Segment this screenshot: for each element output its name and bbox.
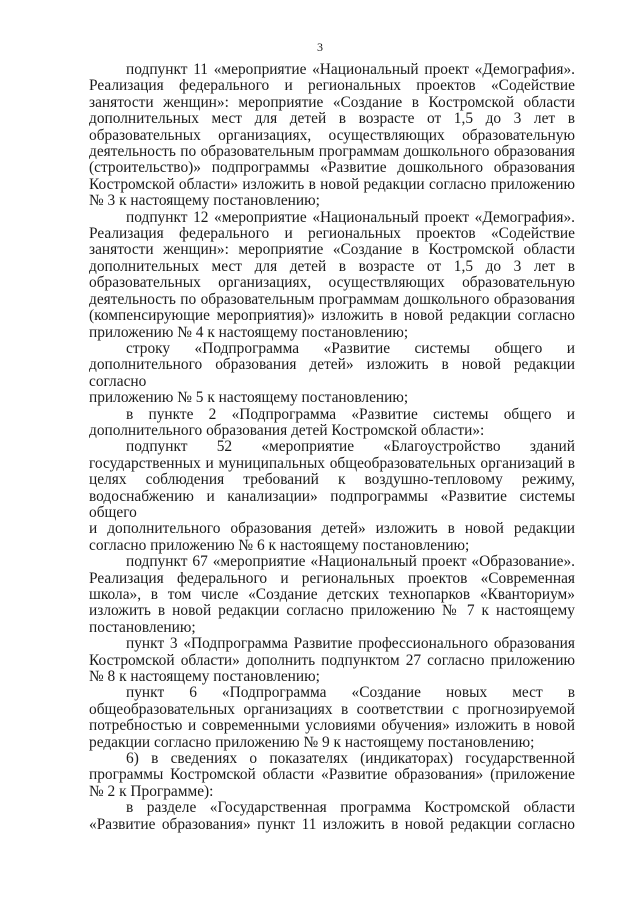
text-line: деятельность по образовательным программам дошкольного образования — [89, 290, 575, 308]
text-line: образовательных организациях, осуществляющих образовательную — [89, 274, 575, 292]
document-body — [89, 62, 575, 833]
text-line: занятости женщин»: мероприятие «Создание в Костромской области — [89, 241, 575, 259]
text-line: деятельность по образовательным программам дошкольного образования — [89, 143, 575, 161]
text-line: приложению № 4 к настоящему постановлению; — [89, 323, 409, 341]
text-line: программы Костромской области «Развитие образования» (приложение — [89, 766, 575, 784]
text-line: Реализация федерального и региональных проектов «Современная — [89, 569, 575, 587]
text-line: дополнительных мест для детей в возрасте от 1,5 до 3 лет в — [89, 257, 575, 275]
paragraph — [89, 751, 575, 800]
text-line: потребностью и современными условиями обучения» изложить в новой — [89, 717, 575, 735]
text-line: № 8 к настоящему постановлению; — [89, 668, 320, 686]
text-line: изложить в новой редакции согласно приложению № 7 к настоящему — [89, 602, 575, 620]
text-line: (строительство)» подпрограммы «Развитие дошкольного образования — [89, 159, 575, 177]
text-line: № 3 к настоящему постановлению; — [89, 192, 320, 210]
text-line: «Развитие образования» пункт 11 изложить в новой редакции согласно — [89, 815, 575, 833]
text-line: подпункт 11 «мероприятие «Национальный проект «Демография». — [126, 61, 575, 78]
text-line: (компенсирующие мероприятия)» изложить в новой редакции согласно — [89, 307, 575, 325]
text-line: редакции согласно приложению № 9 к настоящему постановлению; — [89, 733, 535, 751]
page-number: 3 — [317, 40, 323, 54]
text-line: дополнительного образования детей Костромской области»: — [89, 421, 485, 439]
text-line: и дополнительного образования детей» изложить в новой редакции — [89, 520, 575, 538]
text-line: в пункте 2 «Подпрограмма «Развитие системы общего и — [126, 405, 575, 423]
text-line: общеобразовательных организациях в соответствии с прогнозируемой — [89, 700, 575, 718]
text-line: целях соблюдения требований к воздушно-тепловому режиму, — [89, 471, 575, 489]
paragraph — [89, 210, 575, 341]
text-line: Реализация федерального и региональных проектов «Содействие — [89, 77, 575, 95]
text-line: пункт 6 «Подпрограмма «Создание новых мест в — [126, 684, 575, 702]
text-line: строку «Подпрограмма «Развитие системы общего и — [126, 339, 575, 357]
text-line: Костромской области» изложить в новой редакции согласно приложению — [89, 175, 575, 193]
text-line: государственных и муниципальных общеобразовательных организаций в — [89, 454, 575, 472]
text-line: в разделе «Государственная программа Костромской области — [126, 799, 575, 817]
paragraph — [89, 636, 575, 685]
text-line: Реализация федерального и региональных проектов «Содействие — [89, 225, 575, 243]
paragraph — [89, 341, 575, 407]
paragraph — [89, 800, 575, 833]
paragraph — [89, 62, 575, 210]
text-line: приложению № 5 к настоящему постановлению; — [89, 389, 409, 407]
text-line: постановлению; — [89, 618, 196, 636]
paragraph — [89, 685, 575, 751]
text-line: согласно приложению № 6 к настоящему постановлению; — [89, 536, 470, 554]
paragraph — [89, 554, 575, 636]
text-line: подпункт 67 «мероприятие «Национальный проект «Образование». — [126, 553, 575, 571]
text-line: дополнительного образования детей» изложить в новой редакции согласно — [89, 356, 575, 390]
text-line: водоснабжению и канализации» подпрограммы «Развитие системы общего — [89, 487, 575, 521]
text-line: школа», в том числе «Создание детских технопарков «Кванториум» — [89, 586, 575, 603]
text-line: дополнительных мест для детей в возрасте от 1,5 до 3 лет в — [89, 110, 575, 128]
text-line: образовательных организациях, осуществляющих образовательную — [89, 126, 575, 144]
text-line: № 2 к Программе): — [89, 782, 214, 800]
paragraph — [89, 407, 575, 440]
text-line: Костромской области» дополнить подпунктом 27 согласно приложению — [89, 651, 575, 669]
text-line: подпункт 52 «мероприятие «Благоустройство зданий — [126, 438, 575, 456]
text-line: пункт 3 «Подпрограмма Развитие профессионального образования — [126, 635, 575, 653]
text-line: 6) в сведениях о показателях (индикаторах) государственной — [126, 750, 575, 768]
paragraph — [89, 439, 575, 554]
text-line: занятости женщин»: мероприятие «Создание в Костромской области — [89, 93, 575, 111]
text-line: подпункт 12 «мероприятие «Национальный проект «Демография». — [126, 208, 575, 226]
